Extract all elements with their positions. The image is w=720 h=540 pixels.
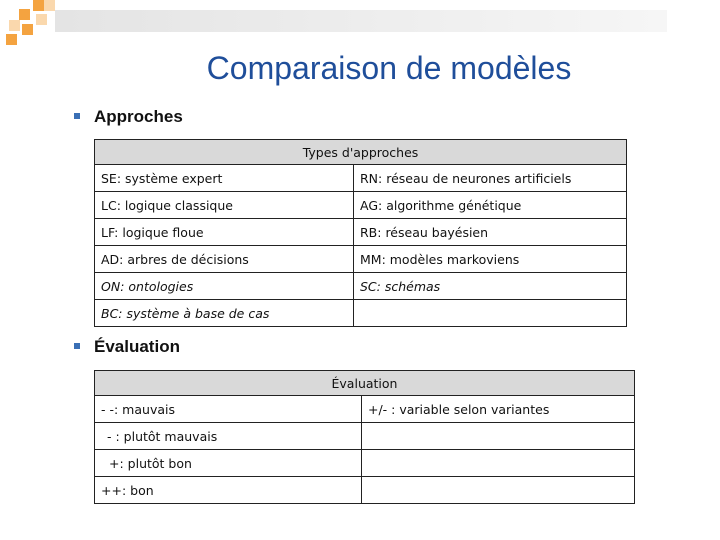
section-label: Évaluation <box>94 337 180 356</box>
table-cell <box>362 450 635 477</box>
table-cell: - : plutôt mauvais <box>95 423 362 450</box>
table-row <box>95 423 635 450</box>
table-header: Types d'approches <box>95 140 627 165</box>
table-row <box>95 192 627 219</box>
table-cell: AD: arbres de décisions <box>95 246 354 273</box>
table-cell: RB: réseau bayésien <box>354 219 627 246</box>
table-cell: ON: ontologies <box>95 273 354 300</box>
table-cell: - -: mauvais <box>95 396 362 423</box>
table-cell <box>362 477 635 504</box>
table-cell: +: plutôt bon <box>95 450 362 477</box>
section-label: Approches <box>94 107 183 126</box>
table-row <box>95 477 635 504</box>
table-row <box>95 300 627 327</box>
table-cell: RN: réseau de neurones artificiels <box>354 165 627 192</box>
header-bar <box>55 10 667 32</box>
table-cell: AG: algorithme génétique <box>354 192 627 219</box>
bullet-square-icon <box>74 113 80 119</box>
table-cell: ++: bon <box>95 477 362 504</box>
table-cell: SE: système expert <box>95 165 354 192</box>
table-header: Évaluation <box>95 371 635 396</box>
table-cell: +/- : variable selon variantes <box>362 396 635 423</box>
table-row <box>95 219 627 246</box>
page-title: Comparaison de modèles <box>206 50 572 86</box>
table-cell <box>354 300 627 327</box>
table-cell: LF: logique floue <box>95 219 354 246</box>
table-cell: MM: modèles markoviens <box>354 246 627 273</box>
approches-table <box>94 139 627 327</box>
table-row <box>95 450 635 477</box>
table-row <box>95 246 627 273</box>
table-row <box>95 396 635 423</box>
table-row <box>95 165 627 192</box>
table-row <box>95 273 627 300</box>
table-cell: BC: système à base de cas <box>95 300 354 327</box>
section-evaluation <box>74 337 180 357</box>
table-cell: LC: logique classique <box>95 192 354 219</box>
table-cell: SC: schémas <box>354 273 627 300</box>
section-approches <box>74 107 183 127</box>
bullet-square-icon <box>74 343 80 349</box>
evaluation-table <box>94 370 635 504</box>
table-cell <box>362 423 635 450</box>
